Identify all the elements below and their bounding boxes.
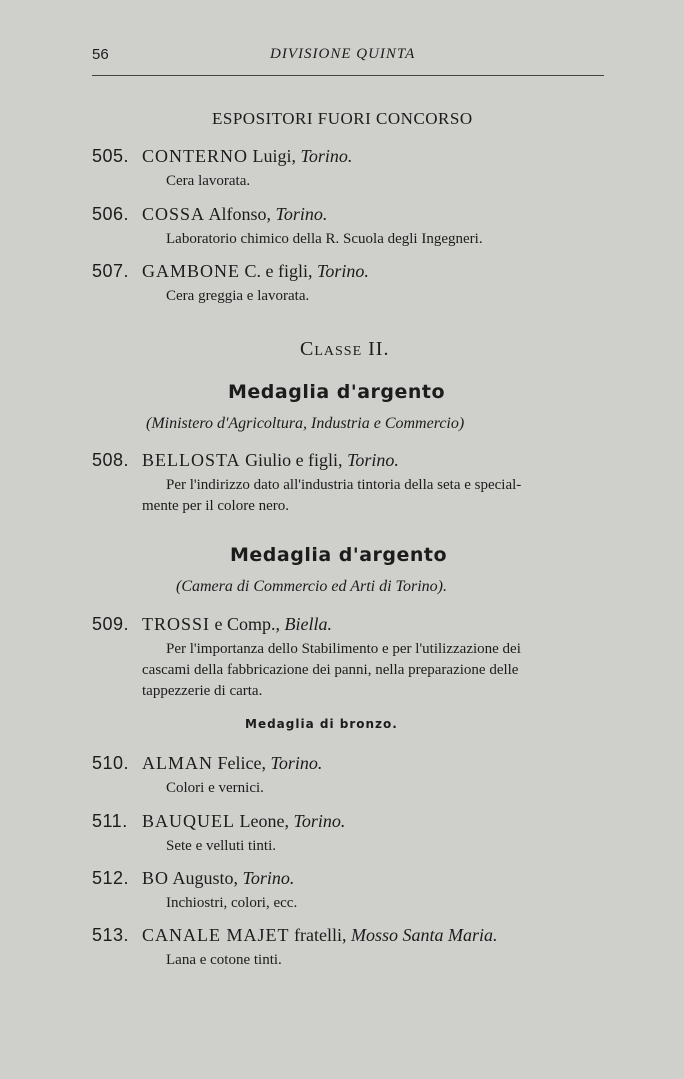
given-name: Alfonso, xyxy=(205,204,276,224)
entry-number: 505. xyxy=(92,146,130,166)
medal-heading: Medaglia di bronzo. xyxy=(245,717,398,731)
place: Torino. xyxy=(275,204,328,224)
given-name: C. e figli, xyxy=(240,261,318,281)
medal-heading: Medaglia d'argento xyxy=(228,381,446,403)
entry-description xyxy=(142,639,612,702)
section-title: ESPOSITORI FUORI CONCORSO xyxy=(212,109,473,128)
place: Torino. xyxy=(347,450,399,470)
surname: COSSA xyxy=(142,204,206,224)
given-name: Giulio e figli, xyxy=(240,450,348,470)
place: Torino. xyxy=(300,146,353,166)
place: Torino. xyxy=(317,261,369,281)
exhibitor-name xyxy=(142,614,332,635)
given-name: Felice, xyxy=(213,753,271,773)
entry-description: Colori e vernici. xyxy=(166,780,264,796)
description-line: mente per il colore nero. xyxy=(142,498,290,514)
place: Mosso Santa Maria. xyxy=(350,925,498,945)
entry-number: 510. xyxy=(92,753,130,773)
running-title: DIVISIONE QUINTA xyxy=(270,46,416,62)
entry-description: Sete e velluti tinti. xyxy=(166,838,276,854)
page-number: 56 xyxy=(92,46,109,63)
surname: GAMBONE xyxy=(142,261,241,281)
place: Torino. xyxy=(242,868,295,888)
surname: CANALE MAJET xyxy=(142,925,290,945)
exhibitor-name xyxy=(142,261,369,282)
medal-heading: Medaglia d'argento xyxy=(230,544,448,566)
place: Biella. xyxy=(284,614,333,634)
exhibitor-name xyxy=(142,204,327,225)
exhibitor-name xyxy=(142,811,345,832)
entry-number: 506. xyxy=(92,204,130,224)
entry-description: Laboratorio chimico della R. Scuola degli Ingegneri. xyxy=(166,231,483,247)
given-name: Leone, xyxy=(235,811,294,831)
surname: CONTERNO xyxy=(142,146,248,166)
exhibitor-name xyxy=(142,868,294,889)
entry-description: Lana e cotone tinti. xyxy=(166,952,282,968)
surname: BELLOSTA xyxy=(142,450,241,470)
entry-description: Cera greggia e lavorata. xyxy=(166,288,310,304)
entry-number: 511. xyxy=(92,811,128,831)
given-name: Luigi, xyxy=(248,146,301,166)
medal-sponsor: (Ministero d'Agricoltura, Industria e Commercio) xyxy=(146,415,465,432)
surname: TROSSI xyxy=(142,614,211,634)
entry-number: 508. xyxy=(92,450,130,470)
entry-description xyxy=(142,475,612,517)
description-line: Per l'importanza dello Stabilimento e per l'utilizzazione dei xyxy=(166,641,521,657)
given-name: e Comp., xyxy=(210,614,285,634)
medal-sponsor: (Camera di Commercio ed Arti di Torino). xyxy=(176,578,447,595)
surname: ALMAN xyxy=(142,753,213,773)
entry-number: 509. xyxy=(92,614,130,634)
exhibitor-name xyxy=(142,146,352,167)
place: Torino. xyxy=(293,811,346,831)
surname: BO xyxy=(142,868,170,888)
exhibitor-name xyxy=(142,753,322,774)
entry-description: Inchiostri, colori, ecc. xyxy=(166,895,298,911)
given-name: Augusto, xyxy=(169,868,243,888)
entry-number: 507. xyxy=(92,261,130,281)
exhibitor-name xyxy=(142,925,498,946)
description-line: Per l'indirizzo dato all'industria tintoria della seta e special- xyxy=(166,477,522,493)
place: Torino. xyxy=(270,753,323,773)
given-name: fratelli, xyxy=(289,925,351,945)
description-line: tappezzerie di carta. xyxy=(142,683,263,699)
description-line: cascami della fabbricazione dei panni, nella preparazione delle xyxy=(142,662,519,678)
surname: BAUQUEL xyxy=(142,811,235,831)
entry-number: 513. xyxy=(92,925,130,945)
class-heading: Classe II. xyxy=(300,338,390,360)
entry-description: Cera lavorata. xyxy=(166,173,251,189)
exhibitor-name xyxy=(142,450,399,471)
entry-number: 512. xyxy=(92,868,130,888)
header-rule xyxy=(92,75,604,76)
